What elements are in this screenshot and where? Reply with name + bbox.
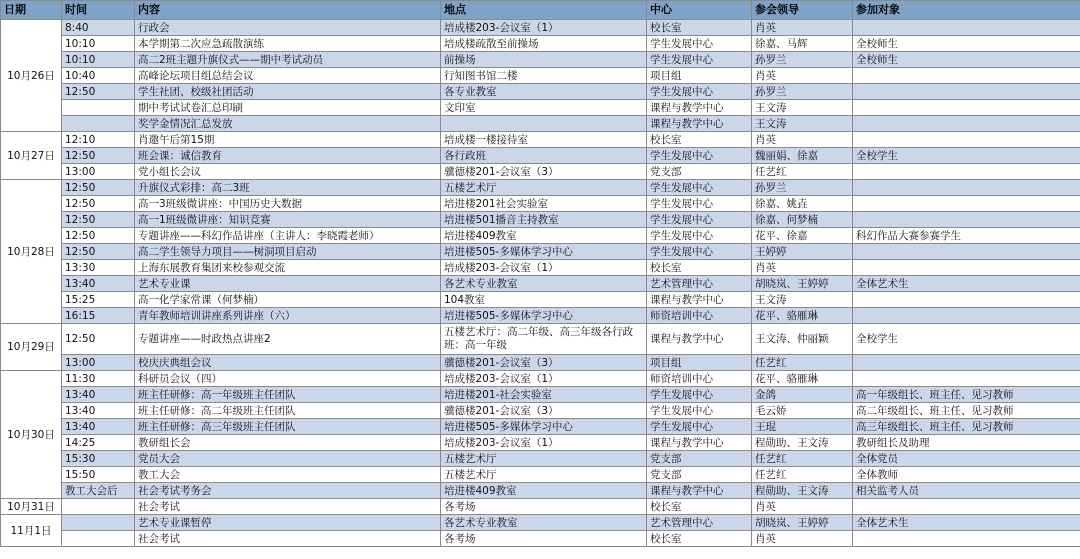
attendees-cell: 全体艺术生 [853,515,1080,531]
center-cell: 学生发展中心 [647,403,752,419]
center-cell: 党支部 [647,164,752,180]
leader-cell: 王琨 [752,419,853,435]
time-cell: 13:40 [62,403,135,419]
time-cell: 13:40 [62,419,135,435]
place-cell: 五楼艺术厅：高二年级、高三年级各行政班：高一年级 [441,324,647,355]
attendees-cell: 高三年级组长、班主任、见习教师 [853,419,1080,435]
time-cell: 16:15 [62,308,135,324]
attendees-cell [853,68,1080,84]
table-row [1,403,1080,419]
content-cell: 专题讲座——时政热点讲座2 [135,324,441,355]
center-cell: 课程与教学中心 [647,435,752,451]
table-row [1,467,1080,483]
schedule-body [1,20,1080,547]
content-cell: 高二学生领导力项目——树洞项目启动 [135,244,441,260]
attendees-cell [853,84,1080,100]
attendees-cell: 高一年级组长、班主任、见习教师 [853,387,1080,403]
place-cell: 五楼艺术厅 [441,467,647,483]
time-cell: 13:40 [62,387,135,403]
center-cell: 师资培训中心 [647,371,752,387]
table-row [1,451,1080,467]
table-row [1,52,1080,68]
leader-cell: 任艺红 [752,451,853,467]
center-cell: 党支部 [647,467,752,483]
center-cell: 课程与教学中心 [647,116,752,132]
header-leader: 参会领导 [752,1,853,20]
place-cell: 104教室 [441,292,647,308]
leader-cell: 肖英 [752,260,853,276]
attendees-cell [853,196,1080,212]
center-cell: 校长室 [647,531,752,547]
attendees-cell [853,20,1080,36]
table-row [1,483,1080,499]
time-cell [62,515,135,531]
table-row [1,276,1080,292]
table-row [1,84,1080,100]
attendees-cell [853,164,1080,180]
date-cell: 10月26日 [1,20,62,132]
table-row [1,212,1080,228]
place-cell: 培进楼409教室 [441,483,647,499]
center-cell: 艺术管理中心 [647,515,752,531]
leader-cell: 王文涛 [752,116,853,132]
content-cell: 教工大会 [135,467,441,483]
content-cell: 高一化学家常课（何梦楠） [135,292,441,308]
leader-cell: 孙罗兰 [752,180,853,196]
time-cell: 15:50 [62,467,135,483]
table-row [1,132,1080,148]
time-cell: 10:10 [62,36,135,52]
center-cell: 课程与教学中心 [647,483,752,499]
table-row [1,196,1080,212]
leader-cell: 金鸽 [752,387,853,403]
center-cell: 课程与教学中心 [647,324,752,355]
attendees-cell: 全校师生 [853,52,1080,68]
attendees-cell: 教研组长及助理 [853,435,1080,451]
attendees-cell: 科幻作品大赛参赛学生 [853,228,1080,244]
leader-cell: 肖英 [752,68,853,84]
leader-cell: 徐嘉、姚垚 [752,196,853,212]
table-row [1,531,1080,547]
attendees-cell: 全体党员 [853,451,1080,467]
content-cell: 社会考试 [135,531,441,547]
leader-cell: 魏丽娟、徐嘉 [752,148,853,164]
place-cell: 培进楼201社会实验室 [441,196,647,212]
attendees-cell: 高二年级组长、班主任、见习教师 [853,403,1080,419]
date-cell: 10月27日 [1,132,62,180]
time-cell: 15:30 [62,451,135,467]
attendees-cell [853,292,1080,308]
header-place: 地点 [441,1,647,20]
center-cell: 学生发展中心 [647,419,752,435]
place-cell: 骥德楼201-会议室（3） [441,403,647,419]
leader-cell: 王文涛 [752,100,853,116]
place-cell: 各艺术专业教室 [441,276,647,292]
content-cell: 期中考试试卷汇总印刷 [135,100,441,116]
place-cell: 各行政班 [441,148,647,164]
header-time: 时间 [62,1,135,20]
time-cell: 15:25 [62,292,135,308]
time-cell: 13:00 [62,355,135,371]
place-cell: 培进楼505-多媒体学习中心 [441,308,647,324]
center-cell: 校长室 [647,132,752,148]
table-row [1,244,1080,260]
content-cell: 本学期第二次应急疏散演练 [135,36,441,52]
place-cell: 培进楼505-多媒体学习中心 [441,419,647,435]
leader-cell: 任艺红 [752,164,853,180]
leader-cell: 肖英 [752,499,853,515]
leader-cell: 胡晓岚、王婷婷 [752,276,853,292]
place-cell: 五楼艺术厅 [441,451,647,467]
place-cell: 各艺术专业教室 [441,515,647,531]
attendees-cell [853,180,1080,196]
place-cell: 各专业教室 [441,84,647,100]
content-cell: 社会考试 [135,499,441,515]
content-cell: 高一3班级微讲座：中国历史大数据 [135,196,441,212]
table-row [1,324,1080,355]
time-cell: 教工大会后 [62,483,135,499]
time-cell [62,100,135,116]
date-cell: 10月31日 [1,499,62,515]
content-cell: 高二2班主题升旗仪式——期中考试动员 [135,52,441,68]
leader-cell: 花平、骆雁琳 [752,308,853,324]
center-cell: 学生发展中心 [647,180,752,196]
place-cell: 培进楼409教室 [441,228,647,244]
table-row [1,164,1080,180]
table-row [1,68,1080,84]
time-cell: 14:25 [62,435,135,451]
place-cell: 骥德楼201-会议室（3） [441,355,647,371]
time-cell [62,531,135,547]
attendees-cell [853,132,1080,148]
attendees-cell: 相关监考人员 [853,483,1080,499]
center-cell: 学生发展中心 [647,244,752,260]
content-cell: 社会考试考务会 [135,483,441,499]
place-cell: 五楼艺术厅 [441,180,647,196]
content-cell: 科研员会议（四） [135,371,441,387]
table-row [1,371,1080,387]
header-content: 内容 [135,1,441,20]
center-cell: 课程与教学中心 [647,100,752,116]
place-cell: 各考场 [441,499,647,515]
attendees-cell: 全校师生 [853,36,1080,52]
center-cell: 校长室 [647,499,752,515]
content-cell: 党员大会 [135,451,441,467]
place-cell: 培进楼501播音主持教室 [441,212,647,228]
center-cell: 学生发展中心 [647,196,752,212]
time-cell: 12:50 [62,212,135,228]
time-cell: 12:50 [62,84,135,100]
leader-cell: 肖英 [752,20,853,36]
table-row [1,180,1080,196]
header-center: 中心 [647,1,752,20]
table-row [1,419,1080,435]
place-cell: 培成楼203-会议室（1） [441,371,647,387]
content-cell: 升旗仪式彩排：高二3班 [135,180,441,196]
center-cell: 学生发展中心 [647,212,752,228]
content-cell: 行政会 [135,20,441,36]
place-cell: 培成楼203-会议室（1） [441,435,647,451]
attendees-cell [853,308,1080,324]
time-cell: 13:00 [62,164,135,180]
content-cell: 教研组长会 [135,435,441,451]
leader-cell: 王婷婷 [752,244,853,260]
content-cell: 艺术专业课 [135,276,441,292]
attendees-cell [853,260,1080,276]
place-cell: 前操场 [441,52,647,68]
place-cell: 培成楼一楼接待室 [441,132,647,148]
center-cell: 学生发展中心 [647,52,752,68]
place-cell: 各考场 [441,531,647,547]
date-cell: 10月30日 [1,371,62,499]
header-attendees: 参加对象 [853,1,1080,20]
place-cell: 培成楼疏散至前操场 [441,36,647,52]
content-cell: 高峰论坛项目组总结会议 [135,68,441,84]
time-cell: 12:50 [62,148,135,164]
center-cell: 项目组 [647,68,752,84]
attendees-cell: 全体艺术生 [853,276,1080,292]
table-row [1,228,1080,244]
attendees-cell [853,371,1080,387]
time-cell: 10:40 [62,68,135,84]
content-cell: 艺术专业课暂停 [135,515,441,531]
content-cell: 班主任研修：高一年级班主任团队 [135,387,441,403]
leader-cell: 任艺红 [752,467,853,483]
content-cell: 青年教师培训讲座系列讲座（六） [135,308,441,324]
content-cell: 奖学金情况汇总发放 [135,116,441,132]
time-cell: 12:50 [62,244,135,260]
time-cell: 12:10 [62,132,135,148]
content-cell: 班主任研修：高二年级班主任团队 [135,403,441,419]
attendees-cell: 全体教师 [853,467,1080,483]
leader-cell: 孙罗兰 [752,52,853,68]
leader-cell: 肖英 [752,132,853,148]
table-row [1,260,1080,276]
place-cell: 培进楼505-多媒体学习中心 [441,244,647,260]
content-cell: 班会课：诚信教育 [135,148,441,164]
time-cell [62,116,135,132]
table-row [1,387,1080,403]
place-cell: 培成楼203-会议室（1） [441,20,647,36]
attendees-cell [853,100,1080,116]
table-row [1,148,1080,164]
table-row [1,308,1080,324]
leader-cell: 毛云娇 [752,403,853,419]
center-cell: 校长室 [647,260,752,276]
content-cell: 高一1班级微讲座：知识竞赛 [135,212,441,228]
leader-cell: 王文涛、仲丽颖 [752,324,853,355]
leader-cell: 孙罗兰 [752,84,853,100]
place-cell: 文印室 [441,100,647,116]
content-cell: 党小组长会议 [135,164,441,180]
place-cell: 骥德楼201-会议室（3） [441,164,647,180]
center-cell: 校长室 [647,20,752,36]
date-cell: 10月29日 [1,324,62,371]
time-cell: 13:30 [62,260,135,276]
time-cell: 13:40 [62,276,135,292]
time-cell: 12:50 [62,180,135,196]
attendees-cell: 全校学生 [853,324,1080,355]
place-cell: 培进楼201-社会实验室 [441,387,647,403]
time-cell: 8:40 [62,20,135,36]
time-cell: 10:10 [62,52,135,68]
attendees-cell [853,116,1080,132]
attendees-cell: 全校学生 [853,148,1080,164]
leader-cell: 程勋助、王文涛 [752,483,853,499]
center-cell: 师资培训中心 [647,308,752,324]
center-cell: 党支部 [647,451,752,467]
content-cell: 肖邀午后第15期 [135,132,441,148]
attendees-cell [853,212,1080,228]
place-cell: 行知图书馆二楼 [441,68,647,84]
center-cell: 艺术管理中心 [647,276,752,292]
content-cell: 校庆庆典组会议 [135,355,441,371]
table-row [1,499,1080,515]
center-cell: 课程与教学中心 [647,292,752,308]
center-cell: 学生发展中心 [647,228,752,244]
time-cell: 12:50 [62,228,135,244]
center-cell: 学生发展中心 [647,84,752,100]
content-cell: 班主任研修：高三年级班主任团队 [135,419,441,435]
date-cell: 11月1日 [1,515,62,547]
leader-cell: 花平、徐嘉 [752,228,853,244]
center-cell: 项目组 [647,355,752,371]
attendees-cell [853,499,1080,515]
table-row [1,20,1080,36]
table-row [1,292,1080,308]
time-cell [62,499,135,515]
center-cell: 学生发展中心 [647,148,752,164]
header-date: 日期 [1,1,62,20]
time-cell: 12:50 [62,196,135,212]
content-cell: 专题讲座——科幻作品讲座（主讲人：李晓霞老师） [135,228,441,244]
time-cell: 11:30 [62,371,135,387]
attendees-cell [853,244,1080,260]
time-cell: 12:50 [62,324,135,355]
leader-cell: 王文涛 [752,292,853,308]
leader-cell: 程勋助、王文涛 [752,435,853,451]
date-cell: 10月28日 [1,180,62,324]
table-row [1,515,1080,531]
leader-cell: 徐嘉、何梦楠 [752,212,853,228]
table-row [1,435,1080,451]
place-cell: 培成楼203-会议室（1） [441,260,647,276]
header-row [1,1,1080,20]
table-row [1,100,1080,116]
leader-cell: 任艺红 [752,355,853,371]
center-cell: 学生发展中心 [647,387,752,403]
content-cell: 学生社团、校级社团活动 [135,84,441,100]
leader-cell: 花平、骆雁琳 [752,371,853,387]
table-row [1,116,1080,132]
leader-cell: 肖英 [752,531,853,547]
place-cell [441,116,647,132]
content-cell: 上海东展教育集团来校参观交流 [135,260,441,276]
table-row [1,36,1080,52]
leader-cell: 胡晓岚、王婷婷 [752,515,853,531]
attendees-cell [853,531,1080,547]
table-row [1,355,1080,371]
attendees-cell [853,355,1080,371]
leader-cell: 徐嘉、马辉 [752,36,853,52]
center-cell: 学生发展中心 [647,36,752,52]
